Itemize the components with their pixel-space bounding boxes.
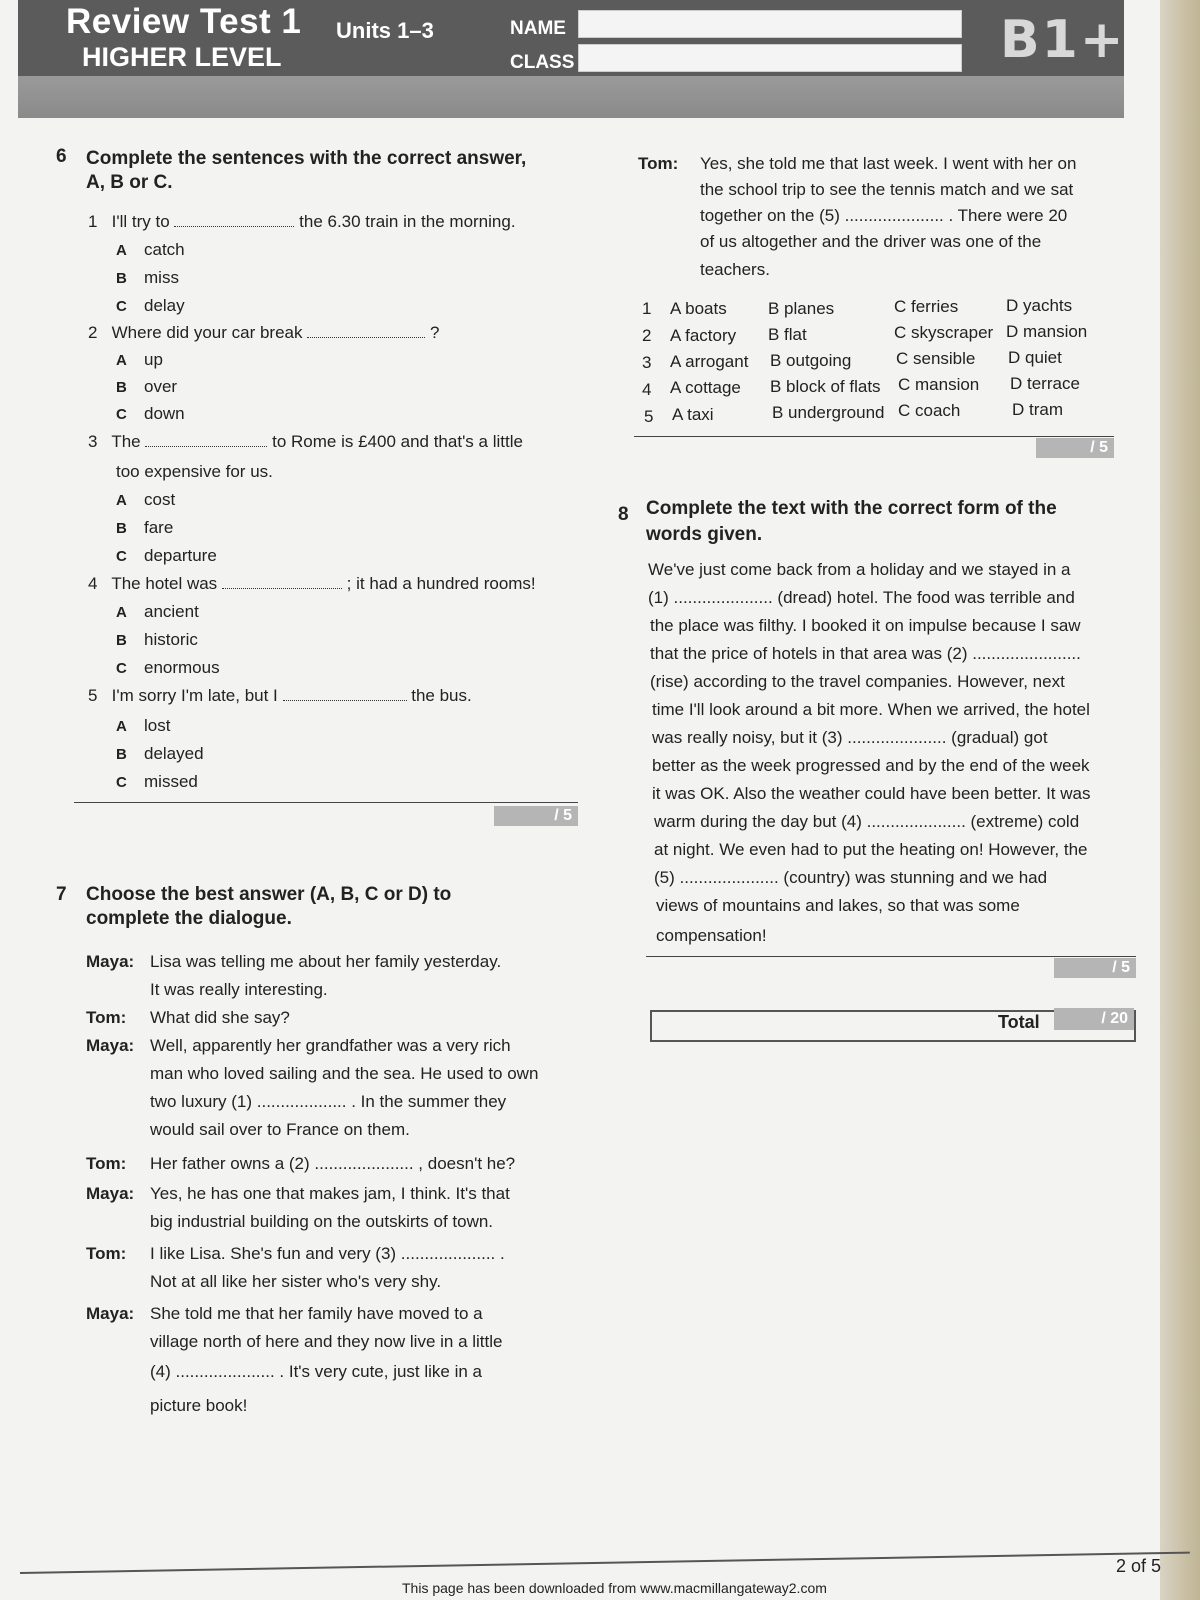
option-d[interactable]: D terrace	[1010, 374, 1080, 393]
q-text-post: the bus.	[411, 686, 472, 705]
option-b[interactable]	[116, 268, 179, 289]
q-text-pre: I'll try to	[111, 212, 170, 231]
dialogue-line	[86, 1008, 290, 1028]
option-letter: C	[116, 660, 127, 677]
option-a[interactable]: A cottage	[670, 378, 741, 397]
q-text-pre: Where did your car break	[111, 323, 303, 342]
dialogue-line	[638, 206, 1067, 226]
text-line: at night. We even had to put the heating on! However, the	[654, 840, 1088, 859]
question-6-2	[88, 323, 439, 343]
answer-blank[interactable]	[174, 212, 294, 227]
dialogue-text: teachers.	[700, 260, 770, 279]
dialogue-line	[86, 1332, 502, 1352]
text-line: compensation!	[656, 926, 767, 945]
option-b[interactable]: B flat	[768, 325, 807, 344]
option-b[interactable]	[116, 630, 198, 651]
dialogue-line	[638, 154, 1076, 174]
q-number: 2	[88, 323, 98, 342]
question-6-4	[88, 574, 536, 594]
option-a[interactable]	[116, 350, 163, 371]
option-text: enormous	[144, 658, 220, 677]
option-c[interactable]: C mansion	[898, 375, 980, 394]
test-title: Review Test 1	[66, 2, 302, 41]
option-text: over	[144, 377, 178, 396]
option-d[interactable]: D quiet	[1008, 348, 1062, 367]
section-7-title-line1: Choose the best answer (A, B, C or D) to	[86, 884, 452, 905]
option-letter: B	[116, 379, 127, 396]
dialogue-line	[86, 1036, 511, 1056]
q-number: 4	[88, 574, 98, 593]
option-b[interactable]: B underground	[772, 403, 885, 422]
speaker-label: Maya:	[86, 952, 135, 971]
q-text-post: ; it had a hundred rooms!	[346, 574, 536, 593]
options-row-number: 4	[642, 380, 652, 399]
options-row-number: 1	[642, 299, 652, 318]
option-letter: C	[116, 548, 127, 565]
option-b[interactable]	[116, 518, 173, 539]
option-b[interactable]: B planes	[768, 299, 835, 318]
question-6-3	[88, 432, 523, 452]
dialogue-text: (4) ..................... . It's very cute, just like in a	[150, 1362, 483, 1381]
text-line: it was OK. Also the weather could have been better. It was	[652, 784, 1091, 803]
option-a[interactable]	[116, 240, 185, 261]
dialogue-text: big industrial building on the outskirts of town.	[150, 1212, 494, 1231]
option-b[interactable]	[116, 744, 204, 765]
level-label: HIGHER LEVEL	[82, 42, 282, 72]
options-row-number: 2	[642, 326, 652, 345]
text-line: that the price of hotels in that area was (2) .......................	[650, 644, 1081, 663]
option-b[interactable]	[116, 377, 177, 398]
section-6-title-line1: Complete the sentences with the correct answer,	[86, 148, 527, 169]
speaker-label: Tom:	[86, 1154, 127, 1173]
section-6-title-line2: A, B or C.	[86, 172, 173, 193]
q-text-pre: I'm sorry I'm late, but I	[111, 686, 278, 705]
option-letter: C	[116, 298, 127, 315]
level-badge: B1+	[1000, 10, 1126, 70]
dialogue-line	[86, 980, 328, 1000]
question-6-5	[88, 686, 472, 706]
option-c[interactable]	[116, 772, 198, 793]
option-text: down	[144, 404, 185, 423]
text-line: We've just come back from a holiday and we stayed in a	[648, 560, 1071, 579]
text-line: warm during the day but (4) ..................... (extreme) cold	[654, 812, 1080, 831]
option-text: up	[144, 350, 163, 369]
option-b[interactable]: B outgoing	[770, 351, 852, 370]
option-text: departure	[144, 546, 217, 565]
text-line: views of mountains and lakes, so that was some	[656, 896, 1020, 915]
option-text: missed	[144, 772, 198, 791]
answer-blank[interactable]	[283, 686, 407, 701]
option-text: delayed	[144, 744, 204, 763]
option-c[interactable]	[116, 658, 220, 679]
option-letter: B	[116, 520, 127, 537]
answer-blank[interactable]	[307, 323, 425, 338]
speaker-label: Maya:	[86, 1184, 135, 1203]
dialogue-line	[86, 1362, 482, 1382]
text-line: (5) ..................... (country) was stunning and we had	[654, 868, 1048, 887]
speaker-label: Tom:	[638, 154, 679, 173]
dialogue-line	[86, 1212, 493, 1232]
dialogue-text: What did she say?	[150, 1008, 290, 1027]
dialogue-text: village north of here and they now live in a little	[150, 1332, 503, 1351]
dialogue-text: would sail over to France on them.	[150, 1120, 410, 1139]
dialogue-line	[86, 1396, 247, 1416]
option-letter: C	[116, 774, 127, 791]
option-letter: A	[116, 242, 127, 259]
dialogue-line	[86, 1120, 410, 1140]
dialogue-line	[86, 1244, 505, 1264]
section-6-divider	[74, 802, 578, 803]
class-label: CLASS	[510, 52, 575, 73]
name-field[interactable]	[578, 10, 962, 38]
footer-text: This page has been downloaded from www.macmillangateway2.com	[402, 1580, 827, 1596]
option-d[interactable]: D yachts	[1006, 296, 1073, 315]
dialogue-text: Her father owns a (2) ..................... , doesn't he?	[150, 1154, 516, 1173]
option-a[interactable]	[116, 490, 175, 511]
option-letter: A	[116, 492, 127, 509]
section-8-score: / 5	[1054, 958, 1136, 978]
dialogue-text: Not at all like her sister who's very shy.	[150, 1272, 442, 1291]
option-text: delay	[144, 296, 185, 315]
option-c[interactable]	[116, 546, 217, 567]
dialogue-line	[86, 1064, 538, 1084]
text-line: (rise) according to the travel companies. However, next	[650, 672, 1065, 691]
option-letter: A	[116, 718, 127, 735]
dialogue-line	[86, 952, 501, 972]
option-text: ancient	[144, 602, 199, 621]
dialogue-line	[638, 180, 1073, 200]
text-line: the place was filthy. I booked it on impulse because I saw	[650, 616, 1081, 635]
q-text-pre: The hotel was	[111, 574, 218, 593]
option-c[interactable]	[116, 404, 185, 425]
dialogue-text: Yes, she told me that last week. I went with her on	[700, 154, 1077, 173]
dialogue-line	[86, 1092, 506, 1112]
dialogue-text: I like Lisa. She's fun and very (3) .................... .	[150, 1244, 505, 1263]
option-a[interactable]: A taxi	[672, 405, 714, 424]
question-6-3-cont: too expensive for us.	[116, 462, 273, 481]
dialogue-line	[86, 1184, 510, 1204]
option-c[interactable]	[116, 296, 185, 317]
option-text: catch	[144, 240, 185, 259]
option-c[interactable]: C coach	[898, 401, 961, 420]
dialogue-text: together on the (5) ..................... . There were 20	[700, 206, 1068, 225]
option-letter: C	[116, 406, 127, 423]
dialogue-text: of us altogether and the driver was one of the	[700, 232, 1042, 251]
section-8-divider	[646, 956, 1136, 957]
dialogue-text: Yes, he has one that makes jam, I think. It's that	[150, 1184, 510, 1203]
total-score: / 20	[1054, 1008, 1134, 1030]
section-8-number: 8	[618, 504, 629, 525]
text-line: better as the week progressed and by the end of the week	[652, 756, 1090, 775]
section-7-number: 7	[56, 884, 67, 905]
speaker-label: Tom:	[86, 1244, 127, 1263]
option-a[interactable]	[116, 602, 199, 623]
dialogue-line	[86, 1272, 441, 1292]
options-row-number: 3	[642, 353, 652, 372]
dialogue-line	[638, 232, 1041, 252]
dialogue-line	[86, 1154, 515, 1174]
section-7-title-line2: complete the dialogue.	[86, 908, 292, 929]
q-text-post: the 6.30 train in the morning.	[299, 212, 516, 231]
speaker-label: Tom:	[86, 1008, 127, 1027]
units-label: Units 1–3	[336, 18, 434, 43]
option-a[interactable]: A factory	[670, 326, 737, 345]
option-c[interactable]: C ferries	[894, 297, 959, 316]
total-label: Total	[998, 1012, 1040, 1032]
dialogue-text: Well, apparently her grandfather was a very rich	[150, 1036, 511, 1055]
option-d[interactable]: D tram	[1012, 400, 1063, 419]
dialogue-text: She told me that her family have moved to a	[150, 1304, 483, 1323]
dialogue-text: the school trip to see the tennis match and we sat	[700, 180, 1074, 199]
q-number: 1	[88, 212, 98, 231]
option-d[interactable]: D mansion	[1006, 322, 1088, 341]
option-letter: B	[116, 270, 127, 287]
question-6-1	[88, 212, 516, 232]
text-line: was really noisy, but it (3) ..................... (gradual) got	[652, 728, 1048, 747]
speaker-label: Maya:	[86, 1036, 135, 1055]
option-text: cost	[144, 490, 176, 509]
q-text-post: to Rome is £400 and that's a little	[272, 432, 523, 451]
background-strip	[1160, 0, 1200, 1600]
dialogue-text: two luxury (1) ................... . In the summer they	[150, 1092, 507, 1111]
options-row-number: 5	[644, 407, 654, 426]
option-a[interactable]: A boats	[670, 299, 727, 318]
option-letter: A	[116, 604, 127, 621]
option-text: fare	[144, 518, 174, 537]
name-label: NAME	[510, 18, 566, 39]
section-7-divider	[634, 436, 1114, 437]
section-7-score: / 5	[1036, 438, 1114, 458]
q-number: 5	[88, 686, 98, 705]
option-a[interactable]: A arrogant	[670, 352, 749, 371]
q-number: 3	[88, 432, 98, 451]
section-6-score: / 5	[494, 806, 578, 826]
option-a[interactable]	[116, 716, 170, 737]
text-line: time I'll look around a bit more. When we arrived, the hotel	[652, 700, 1090, 719]
dialogue-text: Lisa was telling me about her family yesterday.	[150, 952, 502, 971]
dialogue-line	[638, 260, 770, 280]
page-number: 2 of 5	[1116, 1556, 1162, 1576]
q-text-post: ?	[429, 323, 440, 342]
section-8-title-line1: Complete the text with the correct form of the	[646, 498, 1057, 519]
option-text: historic	[144, 630, 198, 649]
dialogue-line	[86, 1304, 483, 1324]
dialogue-text: picture book!	[150, 1396, 248, 1415]
header-band	[18, 76, 1124, 118]
option-letter: B	[116, 746, 127, 763]
option-text: lost	[144, 716, 171, 735]
answer-blank[interactable]	[222, 574, 342, 589]
option-letter: B	[116, 632, 127, 649]
answer-blank[interactable]	[145, 432, 267, 447]
option-b[interactable]: B block of flats	[770, 377, 881, 396]
speaker-label: Maya:	[86, 1304, 135, 1323]
dialogue-text: man who loved sailing and the sea. He used to own	[150, 1064, 539, 1083]
option-c[interactable]: C sensible	[896, 349, 976, 368]
text-line: (1) ..................... (dread) hotel. The food was terrible and	[648, 588, 1075, 607]
section-6-number: 6	[56, 146, 67, 167]
option-text: miss	[144, 268, 179, 287]
q-text-pre: The	[111, 432, 141, 451]
section-8-title-line2: words given.	[646, 524, 763, 545]
option-c[interactable]: C skyscraper	[894, 323, 994, 342]
option-letter: A	[116, 352, 127, 369]
dialogue-text: It was really interesting.	[150, 980, 328, 999]
class-field[interactable]	[578, 44, 962, 72]
